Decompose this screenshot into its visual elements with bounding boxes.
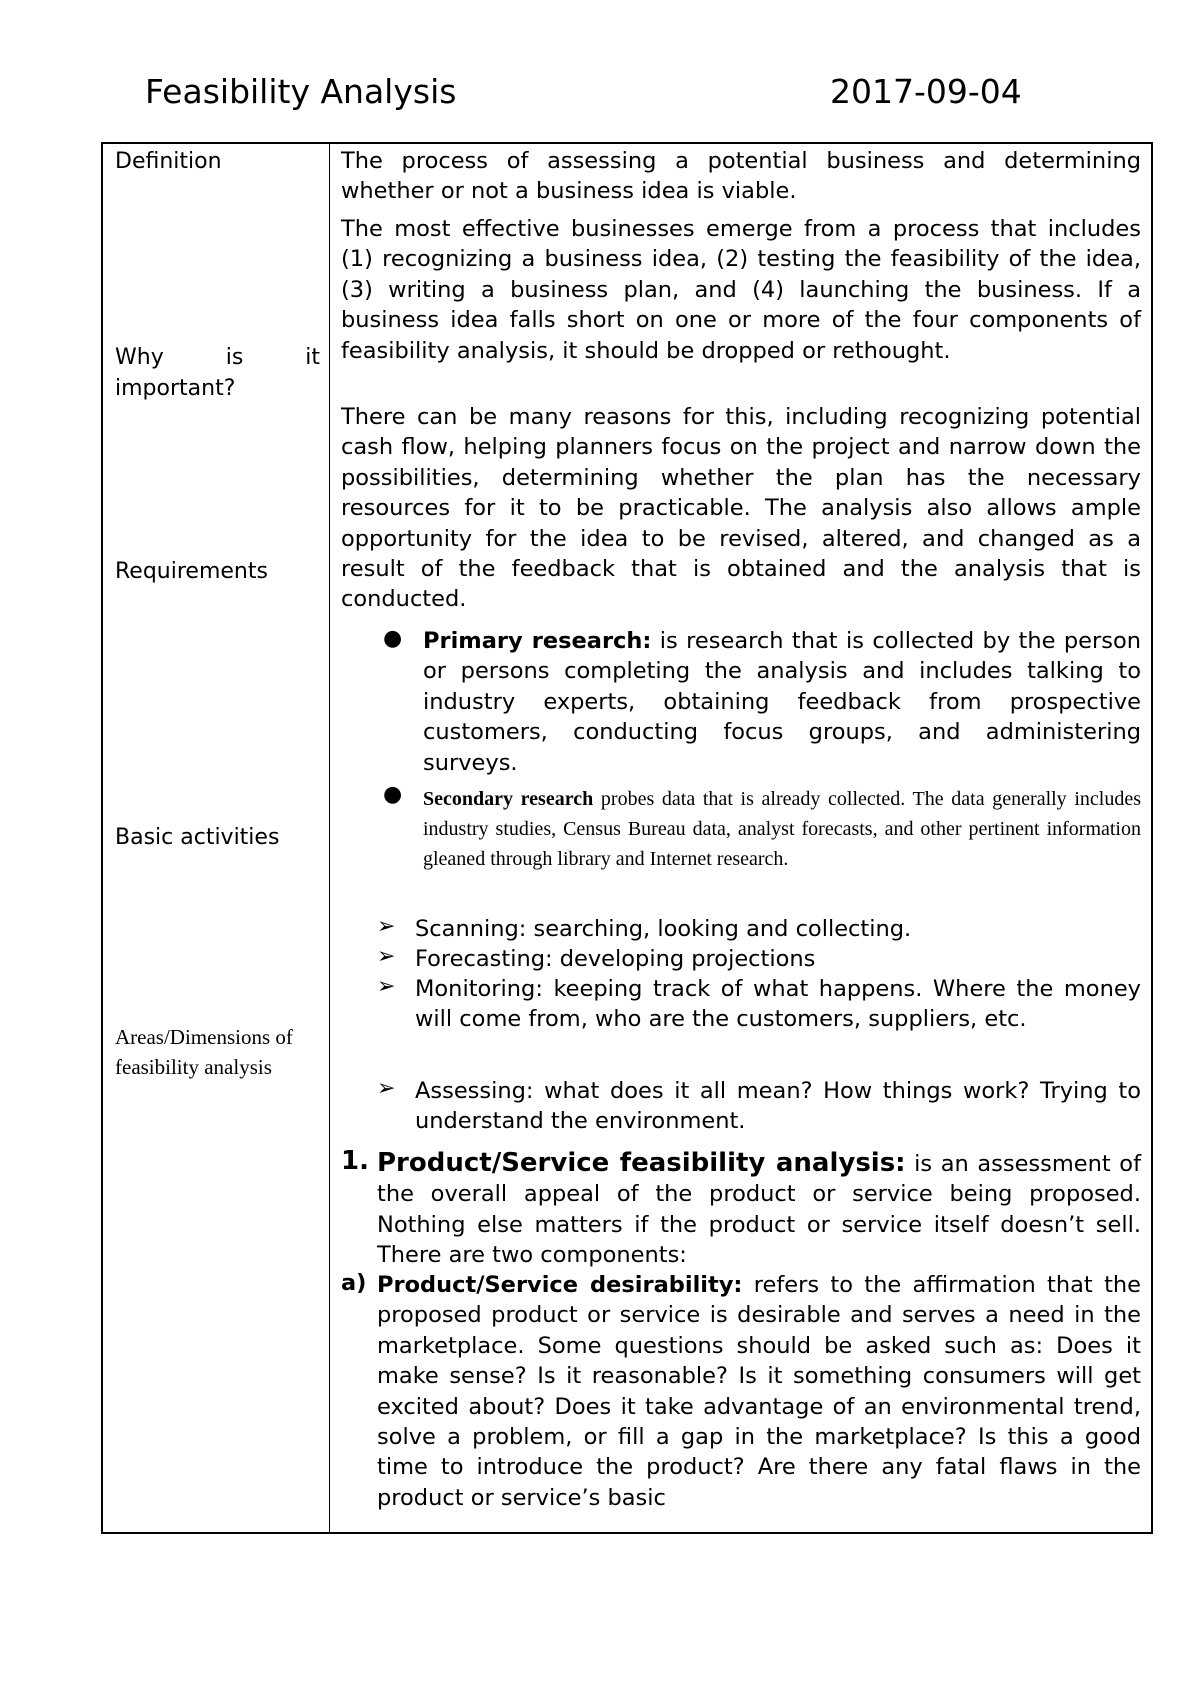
primary-research-text: is research that is collected by the person or persons completing the analysis and includes talking to industry experts, obtaining feedback from prospective customers, conducting focus groups, and administering surveys. bbox=[423, 628, 1141, 776]
label-definition: Definition bbox=[115, 149, 222, 174]
arrow-bullet-icon: ➢ bbox=[377, 944, 396, 969]
secondary-research-text: probes data that is already collected. The data generally includes industry studies, Census Bureau data, analyst forecasts, and other pertinent information gleaned through library and Internet research. bbox=[423, 788, 1141, 870]
product-desirability-text: refers to the affirmation that the proposed product or service is desirable and serves a need in the marketplace. Some questions should be asked such as: Does it make sense? Is it reasonable? Is it something consumers will get excited about? Does it take advantage of an environmental trend, solve a problem, or fill a gap in the marketplace? Is this a good time to introduce the product? Are there any fatal flaws in the product or service’s basic bbox=[377, 1272, 1141, 1511]
why-paragraph-2: There can be many reasons for this, including recognizing potential cash flow, helping planners focus on the project and narrow down the possibilities, determining whether the plan has the necessary resources for it to be practicable. The analysis also allows ample opportunity for the idea to be revised, altered, and changed as a result of the feedback that is obtained and the analysis that is conducted. bbox=[341, 404, 1141, 613]
primary-research-term: Primary research: bbox=[423, 628, 652, 654]
product-feasibility-text: is an assessment of the overall appeal of the product or service being proposed. Nothing else matters if the product or service itself doesn’t sell. There are two components: bbox=[377, 1151, 1141, 1269]
bullet-icon: ● bbox=[383, 626, 403, 651]
why-paragraph-1: The most effective businesses emerge from a process that includes (1) recognizing a business idea, (2) testing the feasibility of the idea, (3) writing a business plan, and (4) launching the business. If a business idea falls short on one or more of the four components of feasibility analysis, it should be dropped or rethought. bbox=[341, 216, 1141, 364]
label-why-important: Why is it important? bbox=[115, 345, 320, 401]
content-table bbox=[101, 142, 1153, 1534]
list-letter: a) bbox=[341, 1270, 367, 1296]
activity-text: Monitoring: keeping track of what happens. Where the money will come from, who are the customers, suppliers, etc. bbox=[415, 976, 1141, 1033]
label-requirements: Requirements bbox=[115, 559, 268, 584]
list-number: 1. bbox=[341, 1146, 369, 1176]
definition-text: The process of assessing a potential business and determining whether or not a business idea is viable. bbox=[341, 148, 1141, 205]
secondary-research-term: Secondary research bbox=[423, 788, 594, 810]
activity-text: Assessing: what does it all mean? How things work? Trying to understand the environment. bbox=[415, 1078, 1141, 1135]
bullet-icon: ● bbox=[383, 782, 403, 807]
label-basic-activities: Basic activities bbox=[115, 825, 280, 850]
label-areas-dimensions: Areas/Dimensions of feasibility analysis bbox=[115, 1025, 293, 1079]
activity-text: Scanning: searching, looking and collecting. bbox=[415, 916, 912, 942]
document-title: Feasibility Analysis bbox=[145, 72, 457, 111]
product-desirability-term: Product/Service desirability: bbox=[377, 1272, 743, 1298]
product-feasibility-term: Product/Service feasibility analysis: bbox=[377, 1148, 906, 1178]
arrow-bullet-icon: ➢ bbox=[377, 974, 396, 999]
document-date: 2017-09-04 bbox=[830, 72, 1022, 111]
arrow-bullet-icon: ➢ bbox=[377, 914, 396, 939]
activity-text: Forecasting: developing projections bbox=[415, 946, 816, 972]
arrow-bullet-icon: ➢ bbox=[377, 1076, 396, 1101]
column-divider bbox=[329, 144, 330, 1532]
